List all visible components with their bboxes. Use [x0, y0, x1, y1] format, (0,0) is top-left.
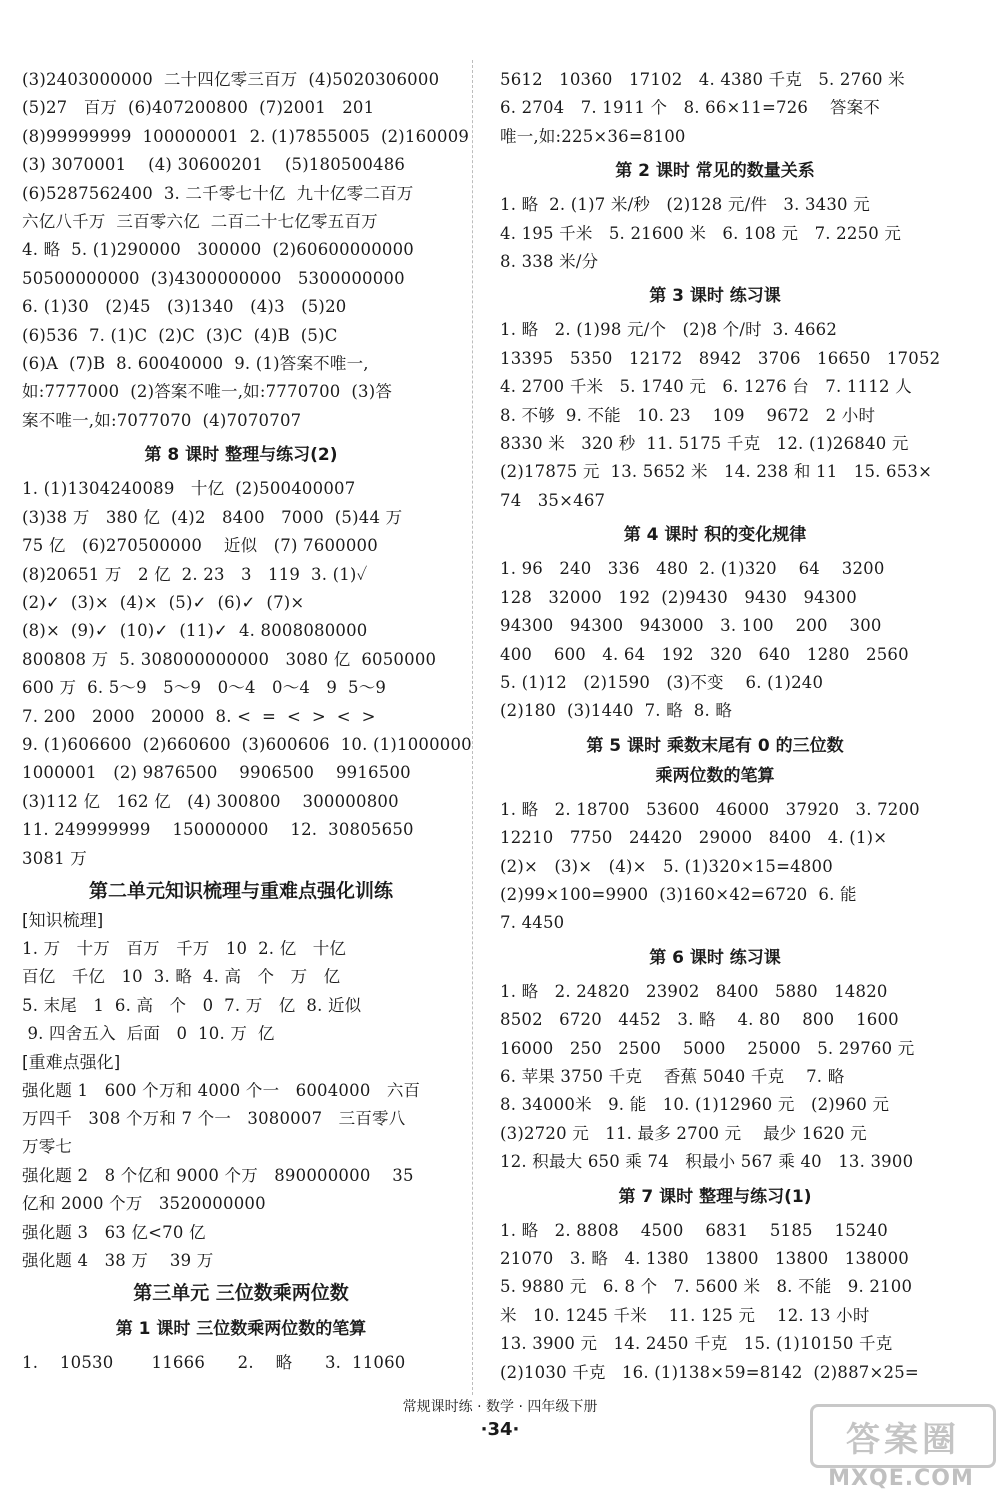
answer-line: 强化题 4 38 万 39 万	[22, 1251, 214, 1271]
answer-line: (6)536 7. (1)C (2)C (3)C (4)B (5)C	[22, 325, 338, 345]
answer-line: 400 600 4. 64 192 320 640 1280 2560	[500, 644, 909, 664]
answer-line: 1. 10530 11666 2. 略 3. 11060	[22, 1353, 406, 1373]
answer-line: 11. 249999999 150000000 12. 30805650	[22, 820, 414, 840]
lesson-heading-5: 第 5 课时 乘数末尾有 0 的三位数	[586, 735, 844, 756]
answer-line: (6)A (7)B 8. 60040000 9. (1)答案不唯一,	[22, 354, 369, 374]
answers-block-lesson8	[22, 475, 472, 873]
column-divider	[472, 60, 473, 1395]
answer-line: 800808 万 5. 308000000000 3080 亿 6050000	[22, 649, 437, 669]
answer-line: 1. 略 2. (1)98 元/个 (2)8 个/时 3. 4662	[500, 320, 838, 340]
answers-block-lesson5	[500, 796, 930, 938]
answer-line: 50500000000 (3)4300000000 5300000000	[22, 268, 405, 288]
answer-line: 1. 96 240 336 480 2. (1)320 64 3200	[500, 559, 885, 579]
answer-line: (2)✓ (3)× (4)× (5)✓ (6)✓ (7)×	[22, 592, 305, 612]
answer-line: 12. 积最大 650 乘 74 积最小 567 乘 40 13. 3900	[500, 1152, 914, 1172]
answer-line: (8)20651 万 2 亿 2. 23 3 119 3. (1)✓	[22, 564, 368, 584]
answer-line: 米 10. 1245 千米 11. 125 元 12. 13 小时	[500, 1305, 870, 1325]
lesson-heading-3: 第 3 课时 练习课	[649, 286, 781, 307]
answer-line: 12210 7750 24420 29000 8400 4. (1)×	[500, 828, 888, 848]
answer-line: 21070 3. 略 4. 1380 13800 13800 138000	[500, 1249, 909, 1268]
answer-line: 1000001 (2) 9876500 9906500 9916500	[22, 763, 411, 783]
answer-line: 1. 万 十万 百万 千万 10 2. 亿 十亿	[22, 938, 347, 958]
lesson-heading-1: 第 1 课时 三位数乘两位数的笔算	[115, 1319, 367, 1340]
answer-line: 8. 不够 9. 不能 10. 23 109 9672 2 小时	[500, 405, 876, 425]
answer-line: 75 亿 (6)270500000 近似 (7) 7600000	[22, 536, 378, 556]
answer-line: 4. 195 千米 5. 21600 米 6. 108 元 7. 2250 元	[500, 223, 902, 243]
answer-line: 8. 34000米 9. 能 10. (1)12960 元 (2)960 元	[500, 1095, 890, 1115]
answer-line: (3)2720 元 11. 最多 2700 元 最少 1620 元	[500, 1123, 867, 1143]
answer-line: 强化题 1 600 个万和 4000 个一 6004000 六百	[22, 1080, 421, 1100]
answer-line: 唯一,如:225×36=8100	[500, 126, 686, 146]
answers-block-lesson2	[500, 191, 930, 276]
answer-line: 六亿八千万 三百零六亿 二百二十七亿零五百万	[22, 212, 378, 232]
answer-line: 1. 略 2. 24820 23902 8400 5880 14820	[500, 981, 888, 1001]
answer-line: 案不唯一,如:7077070 (4)7070707	[22, 410, 302, 430]
answers-block-lesson6	[500, 978, 930, 1177]
book-title: 常规课时练 · 数学 · 四年级下册	[402, 1399, 598, 1415]
answer-line: 强化题 3 63 亿<70 亿	[22, 1222, 206, 1242]
watermark-url: MXQE.COM	[828, 1466, 974, 1491]
knowledge-label: [知识梳理]	[22, 910, 104, 931]
answer-line: (8)× (9)✓ (10)✓ (11)✓ 4. 8008080000	[22, 621, 368, 641]
lesson-heading-8: 第 8 课时 整理与练习(2)	[144, 445, 338, 466]
answer-line: 万零七	[22, 1137, 73, 1157]
answer-line: 亿和 2000 个万 3520000000	[22, 1194, 266, 1214]
answers-block-lesson7	[500, 1217, 930, 1387]
answer-line: (2)180 (3)1440 7. 略 8. 略	[500, 701, 733, 721]
unit2-heading: 第二单元知识梳理与重难点强化训练	[88, 879, 393, 902]
answer-line: 4. 略 5. (1)290000 300000 (2)60600000000	[22, 240, 414, 260]
lesson-heading-4: 第 4 课时 积的变化规律	[623, 525, 807, 546]
answer-line: 9. 四舍五入 后面 0 10. 万 亿	[22, 1024, 275, 1044]
answer-line: 94300 94300 943000 3. 100 200 300	[500, 616, 882, 636]
answer-line: (3)2403000000 二十四亿零三百万 (4)5020306000	[22, 70, 440, 89]
lesson-heading-6: 第 6 课时 练习课	[649, 947, 781, 968]
answer-line: (2)17875 元 13. 5652 米 14. 238 和 11 15. 653×	[500, 462, 933, 482]
answer-line: (3)112 亿 162 亿 (4) 300800 300000800	[22, 791, 399, 811]
answer-line: 7. 200 2000 20000 8. < = < > < >	[22, 706, 376, 726]
right-column	[500, 66, 941, 1387]
answer-line: 8. 338 米/分	[500, 252, 599, 272]
lesson-heading-2: 第 2 课时 常见的数量关系	[615, 161, 815, 182]
answer-line: 百亿 千亿 10 3. 略 4. 高 个 万 亿	[22, 967, 341, 987]
answer-line: 1. 略 2. 18700 53600 46000 37920 3. 7200	[500, 799, 920, 819]
answer-line: 5612 10360 17102 4. 4380 千克 5. 2760 米	[500, 70, 905, 89]
answer-line: 8502 6720 4452 3. 略 4. 80 800 1600	[500, 1010, 899, 1030]
answer-line: 3081 万	[22, 848, 87, 868]
answer-line: (3) 3070001 (4) 30600201 (5)180500486	[22, 155, 406, 175]
lesson-heading-5-line2: 乘两位数的笔算	[655, 765, 775, 786]
answer-line: 7. 4450	[500, 913, 565, 933]
answers-block-lesson4	[500, 555, 930, 725]
answer-line: 600 万 6. 5～9 5～9 0～4 0～4 9 5～9	[22, 678, 387, 698]
answers-block-lesson3	[500, 316, 941, 515]
answer-line: 5. 9880 元 6. 8 个 7. 5600 米 8. 不能 9. 2100	[500, 1277, 913, 1297]
answer-line: 8330 米 320 秒 11. 5175 千克 12. (1)26840 元	[500, 434, 909, 454]
answer-line: 6. 2704 7. 1911 个 8. 66×11=726 答案不	[500, 98, 880, 118]
answer-line: 1. 略 2. (1)7 米/秒 (2)128 元/件 3. 3430 元	[500, 195, 870, 215]
answer-line: (2)× (3)× (4)× 5. (1)320×15=4800	[500, 856, 833, 876]
answers-block-lesson1	[22, 1349, 460, 1377]
page-number: ·34·	[480, 1419, 520, 1440]
watermark-badge: 答案圈	[810, 1404, 996, 1468]
answer-line: 16000 250 2500 5000 25000 5. 29760 元	[500, 1038, 915, 1058]
answers-block-knowledge	[22, 935, 460, 1049]
answer-line: 9. (1)606600 (2)660600 (3)600606 10. (1)1000000	[22, 734, 472, 754]
answers-block-lesson1-cont	[500, 66, 930, 151]
answers-block-key-points	[22, 1077, 460, 1276]
answer-line: 1. (1)1304240089 十亿 (2)500400007	[22, 479, 356, 499]
answer-line: 13. 3900 元 14. 2450 千克 15. (1)10150 千克	[500, 1334, 893, 1354]
answer-line: 万四千 308 个万和 7 个一 3080007 三百零八	[22, 1109, 406, 1128]
watermark-logo	[810, 1404, 992, 1492]
unit3-heading: 第三单元 三位数乘两位数	[133, 1282, 349, 1305]
answer-line: (2)99×100=9900 (3)160×42=6720 6. 能	[500, 884, 857, 904]
answer-line: (2)1030 千克 16. (1)138×59=8142 (2)887×25=	[500, 1362, 919, 1382]
answer-line: 如:7777000 (2)答案不唯一,如:7770700 (3)答	[22, 382, 393, 402]
left-column	[22, 66, 472, 1378]
answer-line: (3)38 万 380 亿 (4)2 8400 7000 (5)44 万	[22, 507, 403, 527]
answer-line: 13395 5350 12172 8942 3706 16650 17052	[500, 348, 941, 368]
answer-line: 6. 苹果 3750 千克 香蕉 5040 千克 7. 略	[500, 1066, 845, 1086]
answer-line: (6)5287562400 3. 二千零七十亿 九十亿零二百万	[22, 183, 414, 203]
answer-line: 强化题 2 8 个亿和 9000 个万 890000000 35	[22, 1165, 414, 1185]
answer-line: 4. 2700 千米 5. 1740 元 6. 1276 台 7. 1112 人	[500, 377, 912, 397]
key-points-label: [重难点强化]	[22, 1052, 121, 1073]
answer-line: 1. 略 2. 8808 4500 6831 5185 15240	[500, 1220, 888, 1240]
answer-line: 74 35×467	[500, 490, 606, 510]
answer-line: 5. 末尾 1 6. 高 个 0 7. 万 亿 8. 近似	[22, 995, 362, 1015]
answer-line: (8)99999999 100000001 2. (1)7855005 (2)160009	[22, 126, 470, 146]
lesson-heading-7: 第 7 课时 整理与练习(1)	[618, 1186, 812, 1207]
answer-line: 6. (1)30 (2)45 (3)1340 (4)3 (5)20	[22, 297, 347, 317]
answer-line: (5)27 百万 (6)407200800 (7)2001 201	[22, 98, 375, 118]
answer-line: 128 32000 192 (2)9430 9430 94300	[500, 587, 857, 607]
answer-line: 5. (1)12 (2)1590 (3)不变 6. (1)240	[500, 672, 824, 692]
answers-block-unit1-end	[22, 66, 470, 435]
